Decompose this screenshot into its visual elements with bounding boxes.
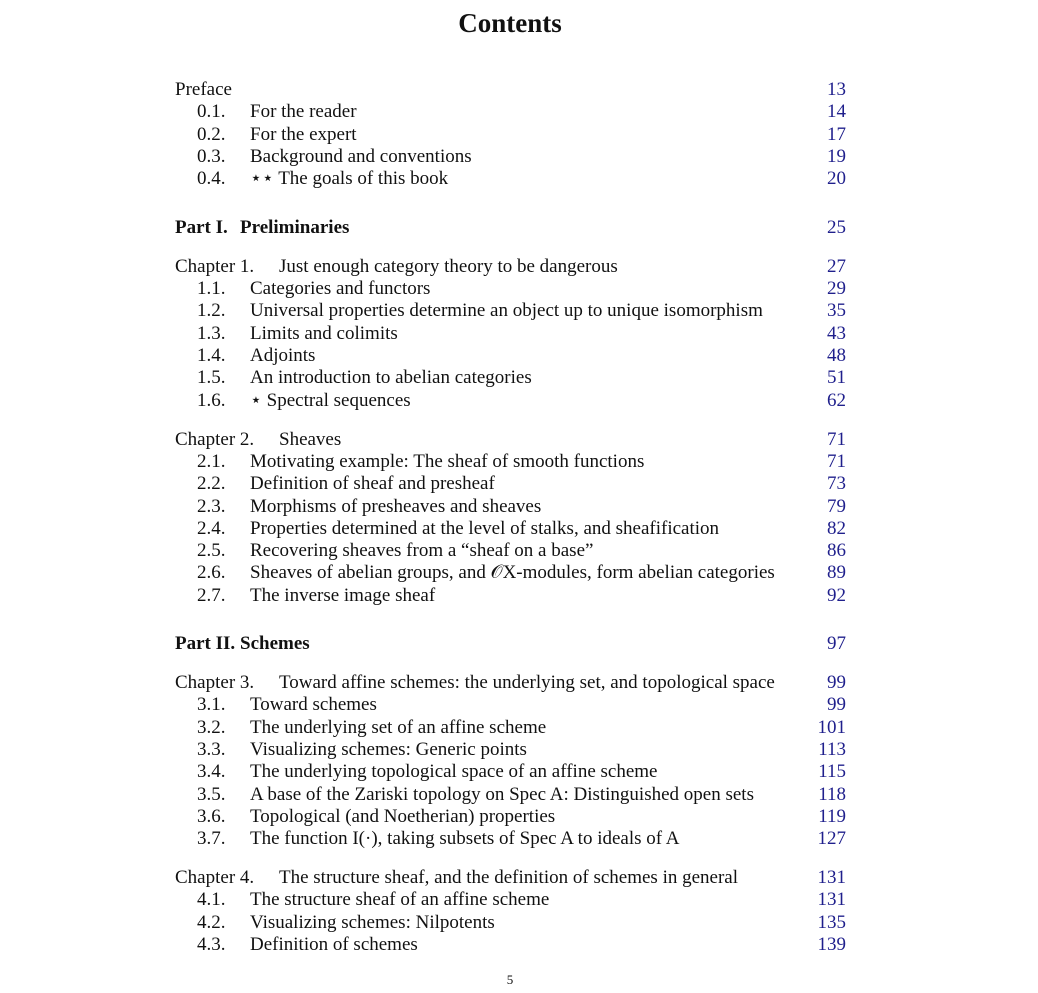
toc-entry-number: 0.4. [197, 168, 226, 189]
toc-page-link[interactable]: 17 [827, 124, 846, 145]
toc-entry-number: Chapter 1. [175, 256, 255, 277]
toc-entry-section[interactable] [175, 496, 846, 518]
toc-entry-title: The underlying topological space of an affine scheme [250, 761, 658, 782]
toc-entry-title: Toward affine schemes: the underlying set, and topological space [279, 672, 775, 693]
toc-entry-number: Chapter 3. [175, 672, 255, 693]
toc-page-link[interactable]: 73 [827, 473, 846, 494]
toc-entry-number: Chapter 2. [175, 429, 255, 450]
toc-entry-number: 4.1. [197, 889, 226, 910]
toc-entry-section[interactable] [175, 828, 846, 850]
toc-entry-title: Recovering sheaves from a “sheaf on a base” [250, 540, 594, 561]
toc-entry-section[interactable] [175, 784, 846, 806]
toc-entry-section[interactable] [175, 694, 846, 716]
toc-page-link[interactable]: 89 [827, 562, 846, 583]
toc-entry-title: Toward schemes [250, 694, 377, 715]
toc-entry-title: The function I(·), taking subsets of Spec A to ideals of A [250, 828, 680, 849]
toc-entry-number: 2.2. [197, 473, 226, 494]
toc-entry-title: Visualizing schemes: Generic points [250, 739, 527, 760]
toc-entry-number: Chapter 4. [175, 867, 255, 888]
toc-entry-section[interactable] [175, 585, 846, 607]
toc-entry-section[interactable] [175, 278, 846, 300]
toc-entry-section[interactable] [175, 912, 846, 934]
toc-entry-title: Sheaves of abelian groups, and 𝒪X-modules, form abelian categories [250, 562, 775, 583]
toc-page-link[interactable]: 29 [827, 278, 846, 299]
toc-entry-number: 4.3. [197, 934, 226, 955]
toc-page-link[interactable]: 14 [827, 101, 846, 122]
toc-entry-number: 2.1. [197, 451, 226, 472]
toc-entry-section[interactable] [175, 367, 846, 389]
toc-entry-title: Visualizing schemes: Nilpotents [250, 912, 495, 933]
toc-entry-section[interactable] [175, 934, 846, 956]
toc-page-link[interactable]: 71 [827, 429, 846, 450]
toc-page-link[interactable]: 92 [827, 585, 846, 606]
toc-page-link[interactable]: 97 [827, 633, 846, 654]
toc-entry-section[interactable] [175, 124, 846, 146]
toc-entry-section[interactable] [175, 473, 846, 495]
toc-entry-number: 4.2. [197, 912, 226, 933]
toc-entry-section[interactable] [175, 889, 846, 911]
toc-entry-title: Definition of sheaf and presheaf [250, 473, 495, 494]
toc-entry-section[interactable] [175, 168, 846, 190]
toc-entry-chapter[interactable] [175, 256, 846, 278]
toc-entry-part[interactable] [175, 217, 846, 239]
toc-page-link[interactable]: 25 [827, 217, 846, 238]
toc-entry-section[interactable] [175, 562, 846, 584]
toc-entry-number: 3.7. [197, 828, 226, 849]
toc-entry-title: The inverse image sheaf [250, 585, 436, 606]
toc-entry-number: Part II. [175, 633, 236, 654]
toc-entry-title: For the reader [250, 101, 357, 122]
toc-page-link[interactable]: 35 [827, 300, 846, 321]
toc-entry-number: 1.2. [197, 300, 226, 321]
toc-page-link[interactable]: 27 [827, 256, 846, 277]
toc-entry-number: 0.1. [197, 101, 226, 122]
toc-entry-number: 1.5. [197, 367, 226, 388]
toc-entry-number: 2.7. [197, 585, 226, 606]
toc-entry-section[interactable] [175, 345, 846, 367]
toc-page-link[interactable]: 86 [827, 540, 846, 561]
toc-entry-chapter[interactable] [175, 429, 846, 451]
toc-page-link[interactable]: 43 [827, 323, 846, 344]
toc-entry-title: A base of the Zariski topology on Spec A: Distinguished open sets [250, 784, 754, 805]
toc-page-link[interactable]: 99 [827, 694, 846, 715]
toc-entry-section[interactable] [175, 518, 846, 540]
toc-page-link[interactable]: 115 [818, 761, 846, 782]
toc-entry-section[interactable] [175, 761, 846, 783]
toc-entry-section[interactable] [175, 806, 846, 828]
toc-entry-number: 3.2. [197, 717, 226, 738]
toc-entry-section[interactable] [175, 717, 846, 739]
toc-page-link[interactable]: 118 [818, 784, 846, 805]
toc-entry-title: The structure sheaf of an affine scheme [250, 889, 550, 910]
toc-page-link[interactable]: 48 [827, 345, 846, 366]
toc-entry-chapter[interactable] [175, 672, 846, 694]
toc-entry-number: 1.4. [197, 345, 226, 366]
toc-entry-number: 0.3. [197, 146, 226, 167]
toc-page-link[interactable]: 131 [817, 889, 846, 910]
toc-entry-number: 2.4. [197, 518, 226, 539]
toc-entry-chapter[interactable] [175, 867, 846, 889]
toc-page-link[interactable]: 113 [818, 739, 846, 760]
toc-entry-section[interactable] [175, 540, 846, 562]
toc-entry-number: 3.5. [197, 784, 226, 805]
toc-entry-number: 3.6. [197, 806, 226, 827]
toc-page-link[interactable]: 82 [827, 518, 846, 539]
toc-entry-number: Part I. [175, 217, 228, 238]
toc-entry-title: For the expert [250, 124, 357, 145]
toc-entry-title: ⋆ Spectral sequences [250, 390, 411, 411]
toc-entry-section[interactable] [175, 300, 846, 322]
toc-entry-number: 1.3. [197, 323, 226, 344]
toc-page-link[interactable]: 139 [817, 934, 846, 955]
toc-page-link[interactable]: 79 [827, 496, 846, 517]
toc-entry-title: Properties determined at the level of stalks, and sheafification [250, 518, 720, 539]
toc-entry-title: Preface [175, 79, 232, 100]
toc-entry-title: Adjoints [250, 345, 316, 366]
toc-entry-front[interactable] [175, 79, 846, 101]
toc-entry-number: 1.1. [197, 278, 226, 299]
toc-page-link[interactable]: 71 [827, 451, 846, 472]
toc-page-link[interactable]: 119 [818, 806, 846, 827]
toc-entry-section[interactable] [175, 146, 846, 168]
toc-page-link[interactable]: 51 [827, 367, 846, 388]
toc-page-link[interactable]: 127 [817, 828, 846, 849]
toc-entry-title: Categories and functors [250, 278, 431, 299]
toc-page-link[interactable]: 131 [817, 867, 846, 888]
toc-entry-title: Schemes [240, 633, 310, 654]
toc-page-link[interactable]: 101 [817, 717, 846, 738]
toc-page-link[interactable]: 99 [827, 672, 846, 693]
toc-entry-section[interactable] [175, 451, 846, 473]
toc-entry-title: Sheaves [279, 429, 342, 450]
toc-entry-title: Preliminaries [240, 217, 350, 238]
toc-entry-title: An introduction to abelian categories [250, 367, 532, 388]
toc-entry-section[interactable] [175, 323, 846, 345]
toc-entry-part[interactable] [175, 633, 846, 655]
toc-entry-title: Topological (and Noetherian) properties [250, 806, 556, 827]
toc-entry-number: 1.6. [197, 390, 226, 411]
toc-entry-section[interactable] [175, 101, 846, 123]
toc-entry-title: Motivating example: The sheaf of smooth functions [250, 451, 645, 472]
toc-entry-title: Morphisms of presheaves and sheaves [250, 496, 542, 517]
toc-entry-title: Background and conventions [250, 146, 472, 167]
toc-page-link[interactable]: 19 [827, 146, 846, 167]
toc-page-link[interactable]: 62 [827, 390, 846, 411]
toc-entry-title: Definition of schemes [250, 934, 418, 955]
toc-entry-number: 3.1. [197, 694, 226, 715]
toc-entry-section[interactable] [175, 739, 846, 761]
toc-entry-title: The structure sheaf, and the definition of schemes in general [279, 867, 738, 888]
toc-page-link[interactable]: 135 [817, 912, 846, 933]
toc-page-link[interactable]: 13 [827, 79, 846, 100]
toc-entry-number: 2.3. [197, 496, 226, 517]
toc-entry-number: 3.3. [197, 739, 226, 760]
page-title: Contents [458, 8, 562, 38]
toc-entry-number: 0.2. [197, 124, 226, 145]
toc-entry-number: 2.5. [197, 540, 226, 561]
page-number: 5 [506, 972, 514, 987]
toc-entry-number: 3.4. [197, 761, 226, 782]
toc-page-link[interactable]: 20 [827, 168, 846, 189]
toc-entry-title: Universal properties determine an object up to unique isomorphism [250, 300, 763, 321]
toc-entry-number: 2.6. [197, 562, 226, 583]
toc-entry-title: The underlying set of an affine scheme [250, 717, 547, 738]
toc-entry-title: Limits and colimits [250, 323, 398, 344]
toc-entry-title: ⋆⋆ The goals of this book [250, 168, 449, 189]
toc-entry-title: Just enough category theory to be dangerous [279, 256, 618, 277]
toc-entry-section[interactable] [175, 390, 846, 412]
